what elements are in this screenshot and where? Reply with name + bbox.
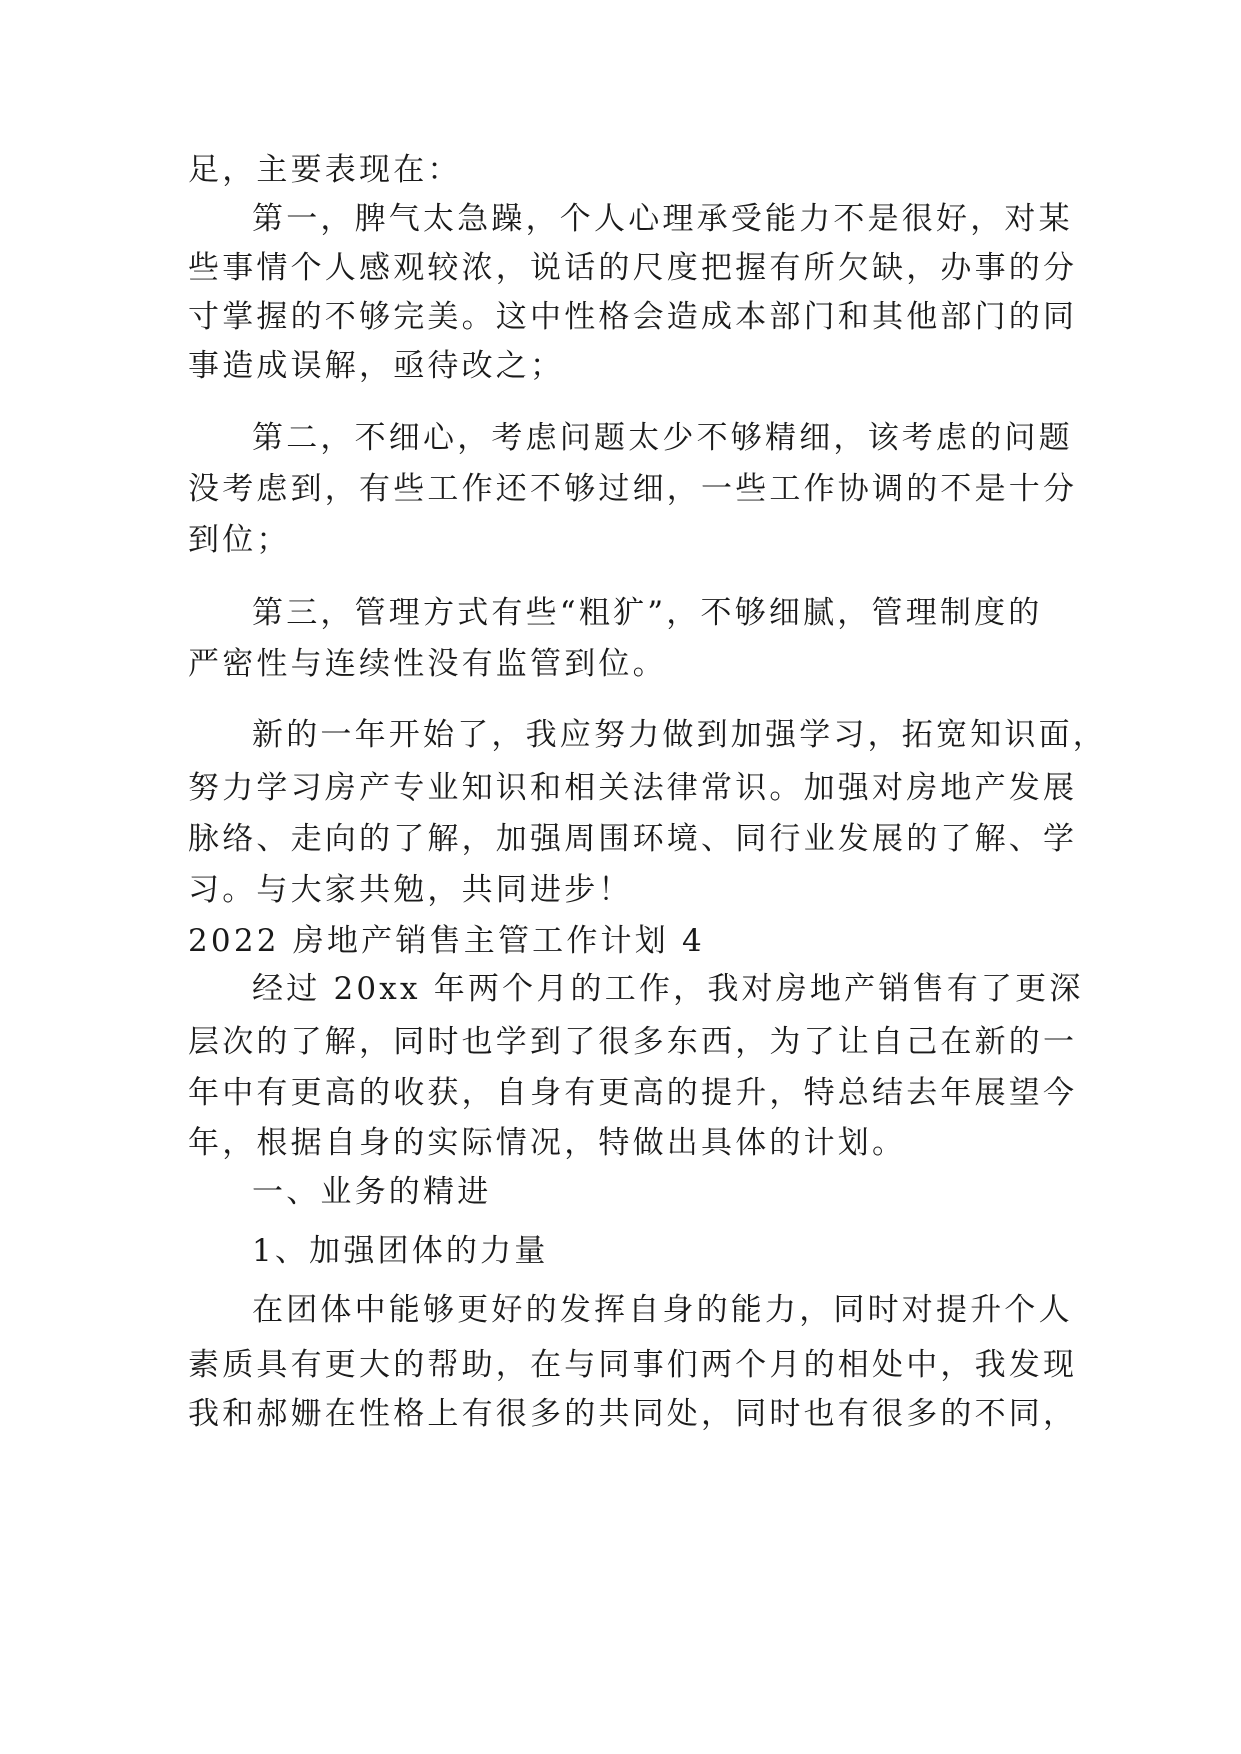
text-line: 习。与大家共勉，共同进步！ — [188, 872, 633, 908]
text-line: 第一，脾气太急躁，个人心理承受能力不是很好，对某 — [252, 201, 1073, 237]
text-line: 年，根据自身的实际情况，特做出具体的计划。 — [188, 1125, 907, 1161]
section-title: 2022 房地产销售主管工作计划 4 — [188, 923, 705, 959]
text-line: 第三，管理方式有些“粗犷”，不够细腻，管理制度的 — [252, 595, 1043, 631]
text-line: 年中有更高的收获，自身有更高的提升，特总结去年展望今 — [188, 1075, 1078, 1111]
text-line: 事造成误解，亟待改之； — [188, 348, 565, 384]
text-line: 新的一年开始了，我应努力做到加强学习，拓宽知识面， — [252, 717, 1107, 753]
text-line: 努力学习房产专业知识和相关法律常识。加强对房地产发展 — [188, 770, 1078, 806]
text-line: 足，主要表现在： — [188, 152, 462, 188]
text-line: 严密性与连续性没有监管到位。 — [188, 646, 667, 682]
text-line: 第二，不细心，考虑问题太少不够精细，该考虑的问题 — [252, 420, 1073, 456]
text-line: 我和郝姗在性格上有很多的共同处，同时也有很多的不同， — [188, 1396, 1078, 1432]
text-line: 素质具有更大的帮助，在与同事们两个月的相处中，我发现 — [188, 1347, 1078, 1383]
text-line: 脉络、走向的了解，加强周围环境、同行业发展的了解、学 — [188, 821, 1078, 857]
subsection-heading: 1、加强团体的力量 — [252, 1233, 549, 1269]
text-line: 没考虑到，有些工作还不够过细，一些工作协调的不是十分 — [188, 471, 1078, 507]
text-line: 寸掌握的不够完美。这中性格会造成本部门和其他部门的同 — [188, 299, 1078, 335]
subsection-heading: 一、业务的精进 — [252, 1174, 492, 1210]
text-line: 经过 20xx 年两个月的工作，我对房地产销售有了更深 — [252, 971, 1084, 1007]
text-line: 在团体中能够更好的发挥自身的能力，同时对提升个人 — [252, 1292, 1073, 1328]
text-line: 些事情个人感观较浓，说话的尺度把握有所欠缺，办事的分 — [188, 250, 1078, 286]
text-line: 到位； — [188, 522, 291, 558]
text-line: 层次的了解，同时也学到了很多东西，为了让自己在新的一 — [188, 1024, 1078, 1060]
